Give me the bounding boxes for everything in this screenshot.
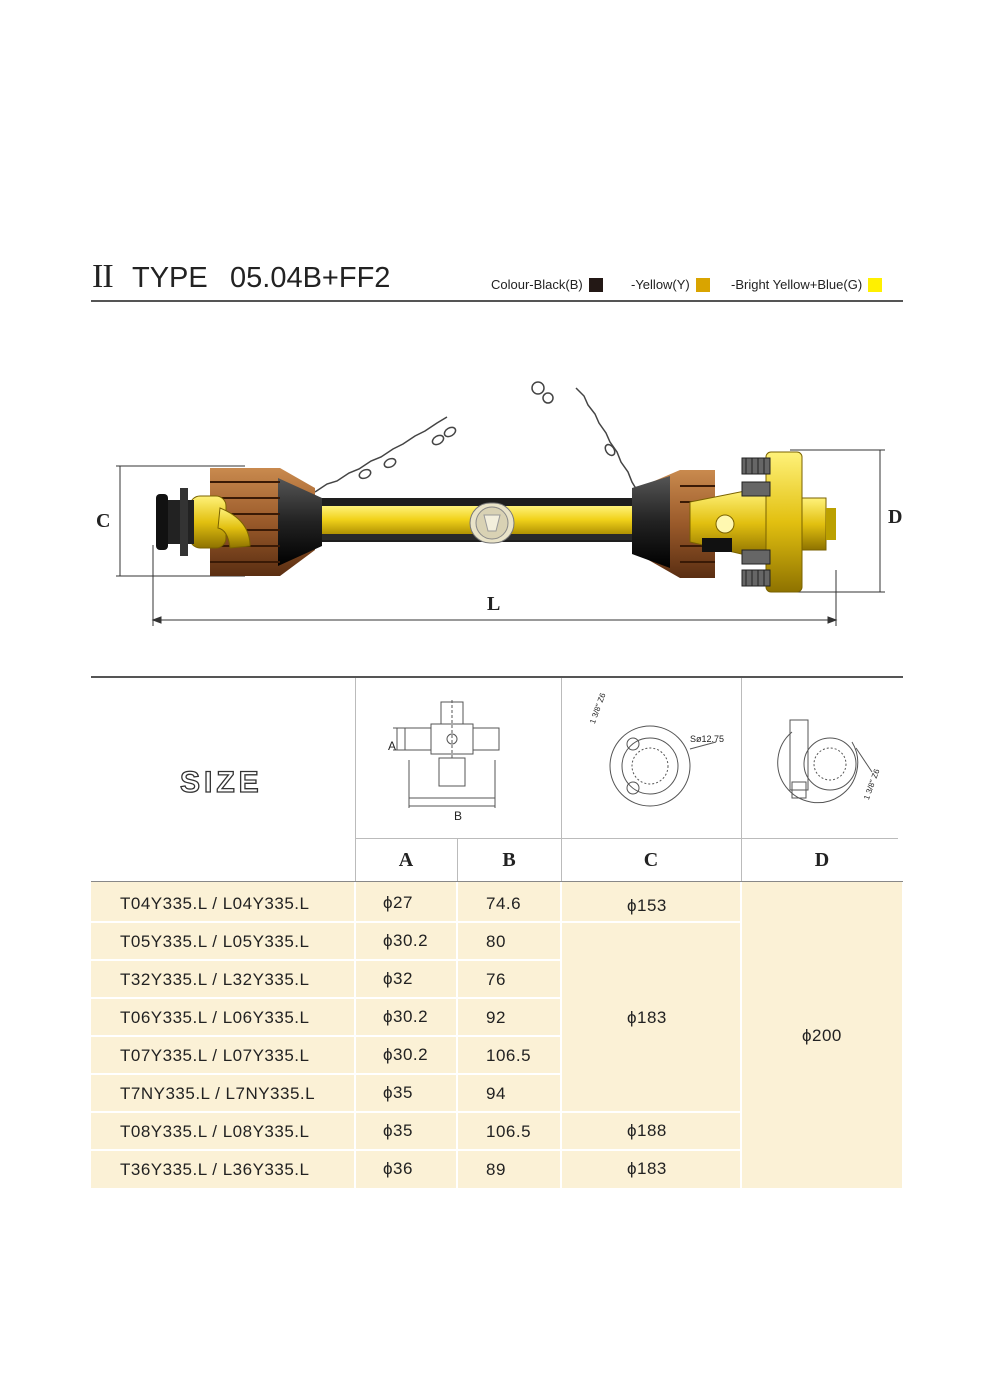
row-b: 74.6 bbox=[486, 894, 522, 913]
header-rule bbox=[91, 300, 903, 302]
col-header-c: C bbox=[643, 849, 659, 871]
section-numeral: II bbox=[92, 258, 113, 295]
row-model: T05Y335.L / L05Y335.L bbox=[120, 932, 310, 951]
c-value-cell: ϕ188 bbox=[627, 1121, 667, 1140]
row-a: ϕ30.2 bbox=[383, 1045, 429, 1064]
col-header-a: A bbox=[398, 849, 414, 871]
row-a: ϕ30.2 bbox=[383, 1007, 429, 1026]
colour-bright-yellow bbox=[731, 277, 882, 292]
safety-chain-right bbox=[532, 382, 638, 492]
yellow-swatch bbox=[696, 278, 710, 292]
row-model: T32Y335.L / L32Y335.L bbox=[120, 970, 310, 989]
row-model: T36Y335.L / L36Y335.L bbox=[120, 1160, 310, 1179]
model-code: 05.04B+FF2 bbox=[230, 262, 391, 294]
row-model: T07Y335.L / L07Y335.L bbox=[120, 1046, 310, 1065]
colour-black-label: Colour-Black(B) bbox=[491, 277, 583, 292]
d-value-cell: ϕ200 bbox=[802, 1026, 842, 1045]
row-a: ϕ32 bbox=[383, 969, 413, 988]
clutch-hub-diagram bbox=[772, 712, 892, 812]
colour-yellow-label: -Yellow(Y) bbox=[631, 277, 690, 292]
row-model: T06Y335.L / L06Y335.L bbox=[120, 1008, 310, 1027]
size-title: SIZE bbox=[180, 766, 263, 799]
diagram-label-a: A bbox=[388, 739, 397, 753]
row-a: ϕ27 bbox=[383, 893, 413, 912]
row-b: 80 bbox=[486, 932, 506, 951]
row-b: 106.5 bbox=[486, 1046, 532, 1065]
c-value-cell: ϕ183 bbox=[627, 1159, 667, 1178]
dimension-d-label: D bbox=[888, 506, 903, 528]
diagram-d-note: 1 3/8" Z6 bbox=[862, 767, 882, 802]
col-header-b: B bbox=[502, 849, 516, 871]
row-model: T7NY335.L / L7NY335.L bbox=[120, 1084, 316, 1103]
diagram-c-note: 1 3/8" Z6 bbox=[588, 691, 608, 726]
row-model: T08Y335.L / L08Y335.L bbox=[120, 1122, 310, 1141]
colour-black bbox=[491, 277, 603, 292]
center-label-icon bbox=[470, 503, 514, 543]
row-b: 76 bbox=[486, 970, 506, 989]
row-b: 94 bbox=[486, 1084, 506, 1103]
cross-joint-diagram bbox=[383, 700, 513, 825]
dimension-c-label: C bbox=[96, 510, 111, 532]
col-header-d: D bbox=[814, 849, 830, 871]
diagram-c-sfx: Sø12.75 bbox=[690, 734, 725, 744]
row-b: 89 bbox=[486, 1160, 506, 1179]
c-value-cell: ϕ153 bbox=[627, 896, 667, 915]
colour-bright-yellow-label: -Bright Yellow+Blue(G) bbox=[731, 277, 863, 292]
row-b: 106.5 bbox=[486, 1122, 532, 1141]
diagram-label-b: B bbox=[454, 809, 463, 823]
table-top-rule bbox=[91, 676, 903, 678]
row-a: ϕ36 bbox=[383, 1159, 413, 1178]
row-a: ϕ30.2 bbox=[383, 931, 429, 950]
row-b: 92 bbox=[486, 1008, 506, 1027]
colour-yellow bbox=[631, 277, 710, 292]
type-label: TYPE bbox=[132, 262, 208, 294]
spline-hub-diagram bbox=[588, 704, 728, 814]
row-a: ϕ35 bbox=[383, 1121, 413, 1140]
bright-yellow-swatch bbox=[868, 278, 882, 292]
dimension-l-label: L bbox=[487, 593, 501, 615]
row-model: T04Y335.L / L04Y335.L bbox=[120, 894, 310, 913]
safety-chain-left bbox=[315, 417, 457, 492]
c-value-cell: ϕ183 bbox=[627, 1008, 667, 1027]
row-a: ϕ35 bbox=[383, 1083, 413, 1102]
black-swatch bbox=[589, 278, 603, 292]
